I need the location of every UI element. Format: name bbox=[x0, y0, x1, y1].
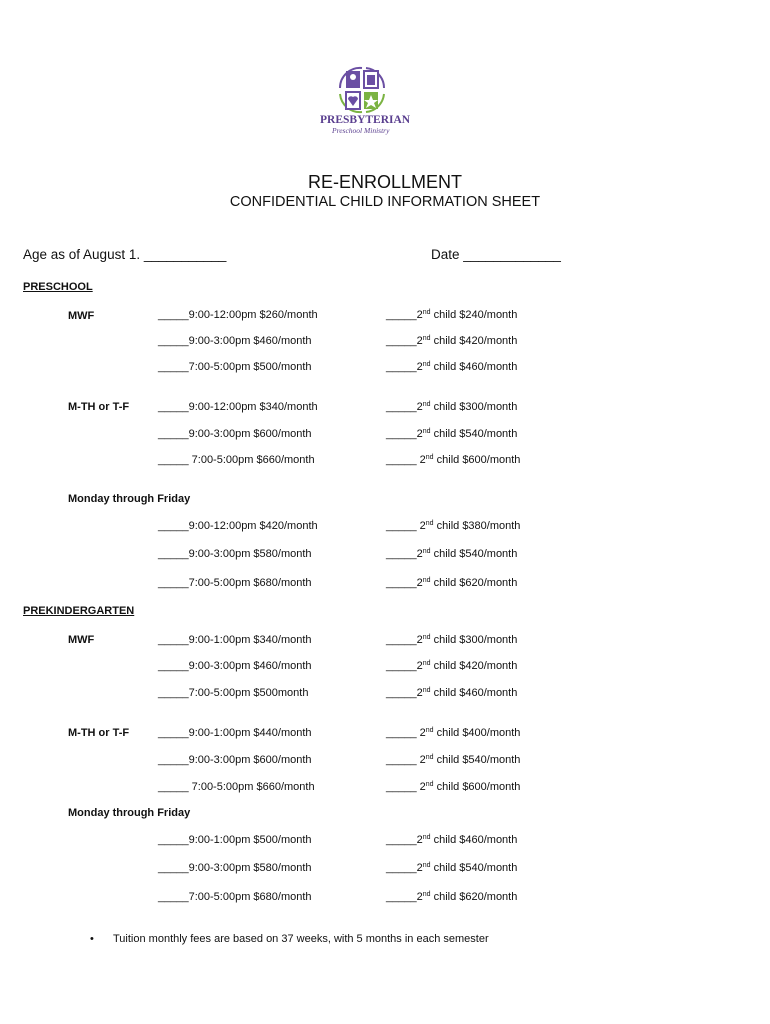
blank-line: _____ bbox=[386, 781, 417, 793]
second-child-number: 2 bbox=[416, 727, 426, 739]
blank-line: _____ bbox=[386, 335, 417, 347]
option-label: child $600/month bbox=[433, 781, 521, 793]
option-label: 9:00-3:00pm $580/month bbox=[188, 548, 312, 560]
second-child-number: 2 bbox=[416, 335, 423, 347]
option-label: 9:00-12:00pm $420/month bbox=[188, 520, 318, 532]
ordinal-suffix: nd bbox=[422, 401, 431, 408]
tuition-note: Tuition monthly fees are based on 37 weeks, with 5 months in each semester bbox=[113, 933, 489, 945]
blank-line: _____ bbox=[158, 891, 189, 903]
option-label: 9:00-3:00pm $580/month bbox=[188, 862, 312, 874]
option-single-child[interactable] bbox=[158, 428, 312, 440]
logo-line2: Preschool Ministry bbox=[332, 126, 390, 135]
second-child-number: 2 bbox=[416, 660, 423, 672]
blank-line: _____ bbox=[158, 577, 189, 589]
option-single-child[interactable] bbox=[158, 401, 318, 413]
age-field[interactable]: Age as of August 1. ___________ bbox=[23, 247, 227, 262]
option-single-child[interactable] bbox=[158, 687, 308, 699]
option-single-child[interactable] bbox=[158, 781, 315, 793]
option-label: 9:00-12:00pm $260/month bbox=[188, 309, 318, 321]
option-label: child $420/month bbox=[430, 660, 518, 672]
option-label: 9:00-1:00pm $500/month bbox=[188, 834, 312, 846]
blank-line: _____ bbox=[158, 361, 189, 373]
option-single-child[interactable] bbox=[158, 335, 312, 347]
blank-line: _____ bbox=[158, 834, 189, 846]
second-child-number: 2 bbox=[416, 781, 426, 793]
blank-line: _____ bbox=[158, 660, 189, 672]
option-single-child[interactable] bbox=[158, 361, 312, 373]
option-label: child $540/month bbox=[430, 428, 518, 440]
option-second-child[interactable] bbox=[386, 309, 517, 321]
ordinal-suffix: nd bbox=[425, 454, 434, 461]
blank-line: _____ bbox=[386, 834, 417, 846]
option-second-child[interactable] bbox=[386, 335, 517, 347]
option-label: child $380/month bbox=[433, 520, 521, 532]
option-second-child[interactable] bbox=[386, 727, 520, 739]
blank-line: _____ bbox=[158, 428, 189, 440]
blank-line: _____ bbox=[158, 862, 189, 874]
ordinal-suffix: nd bbox=[422, 577, 431, 584]
blank-line: _____ bbox=[158, 401, 189, 413]
group-title: Monday through Friday bbox=[68, 493, 191, 505]
option-single-child[interactable] bbox=[158, 309, 318, 321]
group-title: M-TH or T-F bbox=[68, 727, 130, 739]
date-field[interactable]: Date _____________ bbox=[431, 247, 561, 262]
second-child-number: 2 bbox=[416, 361, 423, 373]
option-label: 9:00-1:00pm $440/month bbox=[188, 727, 312, 739]
option-label: 7:00-5:00pm $660/month bbox=[188, 781, 315, 793]
second-child-number: 2 bbox=[416, 891, 423, 903]
blank-line: _____ bbox=[158, 335, 189, 347]
option-second-child[interactable] bbox=[386, 361, 517, 373]
second-child-number: 2 bbox=[416, 687, 423, 699]
blank-line: _____ bbox=[386, 634, 417, 646]
ordinal-suffix: nd bbox=[422, 834, 431, 841]
option-label: 9:00-12:00pm $340/month bbox=[188, 401, 318, 413]
option-second-child[interactable] bbox=[386, 454, 520, 466]
option-single-child[interactable] bbox=[158, 634, 312, 646]
option-label: child $620/month bbox=[430, 891, 518, 903]
option-second-child[interactable] bbox=[386, 634, 517, 646]
option-label: child $540/month bbox=[430, 548, 518, 560]
ordinal-suffix: nd bbox=[422, 361, 431, 368]
ordinal-suffix: nd bbox=[422, 891, 431, 898]
blank-line: _____ bbox=[386, 660, 417, 672]
ordinal-suffix: nd bbox=[422, 862, 431, 869]
ordinal-suffix: nd bbox=[425, 754, 434, 761]
blank-line: _____ bbox=[386, 862, 417, 874]
second-child-number: 2 bbox=[416, 577, 423, 589]
page-subtitle: CONFIDENTIAL CHILD INFORMATION SHEET bbox=[229, 194, 541, 210]
option-single-child[interactable] bbox=[158, 862, 312, 874]
option-label: 7:00-5:00pm $680/month bbox=[188, 891, 312, 903]
blank-line: _____ bbox=[158, 548, 189, 560]
option-label: child $460/month bbox=[430, 361, 518, 373]
option-second-child[interactable] bbox=[386, 891, 517, 903]
option-label: 9:00-3:00pm $600/month bbox=[188, 754, 312, 766]
section-title: PRESCHOOL bbox=[23, 281, 93, 293]
blank-line: _____ bbox=[158, 634, 189, 646]
option-label: child $600/month bbox=[433, 454, 521, 466]
option-single-child[interactable] bbox=[158, 754, 312, 766]
blank-line: _____ bbox=[386, 401, 417, 413]
option-single-child[interactable] bbox=[158, 660, 312, 672]
blank-line: _____ bbox=[386, 891, 417, 903]
ordinal-suffix: nd bbox=[422, 428, 431, 435]
blank-line: _____ bbox=[386, 727, 417, 739]
option-label: 7:00-5:00pm $500/month bbox=[188, 361, 312, 373]
blank-line: _____ bbox=[158, 687, 189, 699]
group-title: Monday through Friday bbox=[68, 807, 191, 819]
blank-line: _____ bbox=[386, 454, 417, 466]
blank-line: _____ bbox=[158, 781, 189, 793]
option-label: child $240/month bbox=[430, 309, 518, 321]
option-second-child[interactable] bbox=[386, 754, 520, 766]
blank-line: _____ bbox=[386, 361, 417, 373]
second-child-number: 2 bbox=[416, 428, 423, 440]
option-label: child $540/month bbox=[430, 862, 518, 874]
option-label: child $300/month bbox=[430, 401, 518, 413]
blank-line: _____ bbox=[158, 520, 189, 532]
option-label: 9:00-3:00pm $460/month bbox=[188, 335, 312, 347]
option-single-child[interactable] bbox=[158, 454, 315, 466]
option-label: child $300/month bbox=[430, 634, 518, 646]
ordinal-suffix: nd bbox=[425, 727, 434, 734]
option-second-child[interactable] bbox=[386, 862, 517, 874]
option-single-child[interactable] bbox=[158, 727, 312, 739]
option-label: 7:00-5:00pm $660/month bbox=[188, 454, 315, 466]
option-second-child[interactable] bbox=[386, 548, 517, 560]
option-label: 9:00-3:00pm $460/month bbox=[188, 660, 312, 672]
ordinal-suffix: nd bbox=[425, 781, 434, 788]
option-second-child[interactable] bbox=[386, 660, 517, 672]
second-child-number: 2 bbox=[416, 834, 423, 846]
option-label: child $420/month bbox=[430, 335, 518, 347]
blank-line: _____ bbox=[386, 687, 417, 699]
ordinal-suffix: nd bbox=[422, 687, 431, 694]
blank-line: _____ bbox=[386, 428, 417, 440]
option-second-child[interactable] bbox=[386, 428, 517, 440]
blank-line: _____ bbox=[386, 520, 417, 532]
second-child-number: 2 bbox=[416, 401, 423, 413]
second-child-number: 2 bbox=[416, 548, 423, 560]
ordinal-suffix: nd bbox=[422, 548, 431, 555]
second-child-number: 2 bbox=[416, 309, 423, 321]
ordinal-suffix: nd bbox=[422, 660, 431, 667]
option-label: 7:00-5:00pm $500month bbox=[188, 687, 309, 699]
option-second-child[interactable] bbox=[386, 781, 520, 793]
option-label: child $400/month bbox=[433, 727, 521, 739]
section-title: PREKINDERGARTEN bbox=[23, 605, 135, 617]
blank-line: _____ bbox=[386, 577, 417, 589]
ordinal-suffix: nd bbox=[422, 335, 431, 342]
page-title: RE-ENROLLMENT bbox=[307, 172, 463, 192]
option-label: child $460/month bbox=[430, 834, 518, 846]
option-label: child $460/month bbox=[430, 687, 518, 699]
option-label: 9:00-1:00pm $340/month bbox=[188, 634, 312, 646]
blank-line: _____ bbox=[158, 309, 189, 321]
blank-line: _____ bbox=[158, 754, 189, 766]
blank-line: _____ bbox=[386, 754, 417, 766]
option-single-child[interactable] bbox=[158, 891, 312, 903]
second-child-number: 2 bbox=[416, 520, 426, 532]
second-child-number: 2 bbox=[416, 634, 423, 646]
option-label: 9:00-3:00pm $600/month bbox=[188, 428, 312, 440]
group-title: MWF bbox=[68, 310, 95, 322]
blank-line: _____ bbox=[158, 454, 189, 466]
ordinal-suffix: nd bbox=[422, 309, 431, 316]
ordinal-suffix: nd bbox=[425, 520, 434, 527]
bullet-icon: • bbox=[90, 933, 94, 945]
option-second-child[interactable] bbox=[386, 401, 517, 413]
option-single-child[interactable] bbox=[158, 548, 312, 560]
logo-line1: PRESBYTERIAN bbox=[320, 114, 411, 126]
second-child-number: 2 bbox=[416, 754, 426, 766]
blank-line: _____ bbox=[158, 727, 189, 739]
ordinal-suffix: nd bbox=[422, 634, 431, 641]
group-title: MWF bbox=[68, 634, 95, 646]
option-label: child $620/month bbox=[430, 577, 518, 589]
option-second-child[interactable] bbox=[386, 834, 517, 846]
option-second-child[interactable] bbox=[386, 687, 517, 699]
blank-line: _____ bbox=[386, 309, 417, 321]
option-single-child[interactable] bbox=[158, 834, 312, 846]
option-label: 7:00-5:00pm $680/month bbox=[188, 577, 312, 589]
option-single-child[interactable] bbox=[158, 577, 312, 589]
option-second-child[interactable] bbox=[386, 520, 520, 532]
second-child-number: 2 bbox=[416, 862, 423, 874]
option-second-child[interactable] bbox=[386, 577, 517, 589]
second-child-number: 2 bbox=[416, 454, 426, 466]
option-label: child $540/month bbox=[433, 754, 521, 766]
presbyterian-logo bbox=[318, 62, 411, 136]
blank-line: _____ bbox=[386, 548, 417, 560]
group-title: M-TH or T-F bbox=[68, 401, 130, 413]
option-single-child[interactable] bbox=[158, 520, 318, 532]
